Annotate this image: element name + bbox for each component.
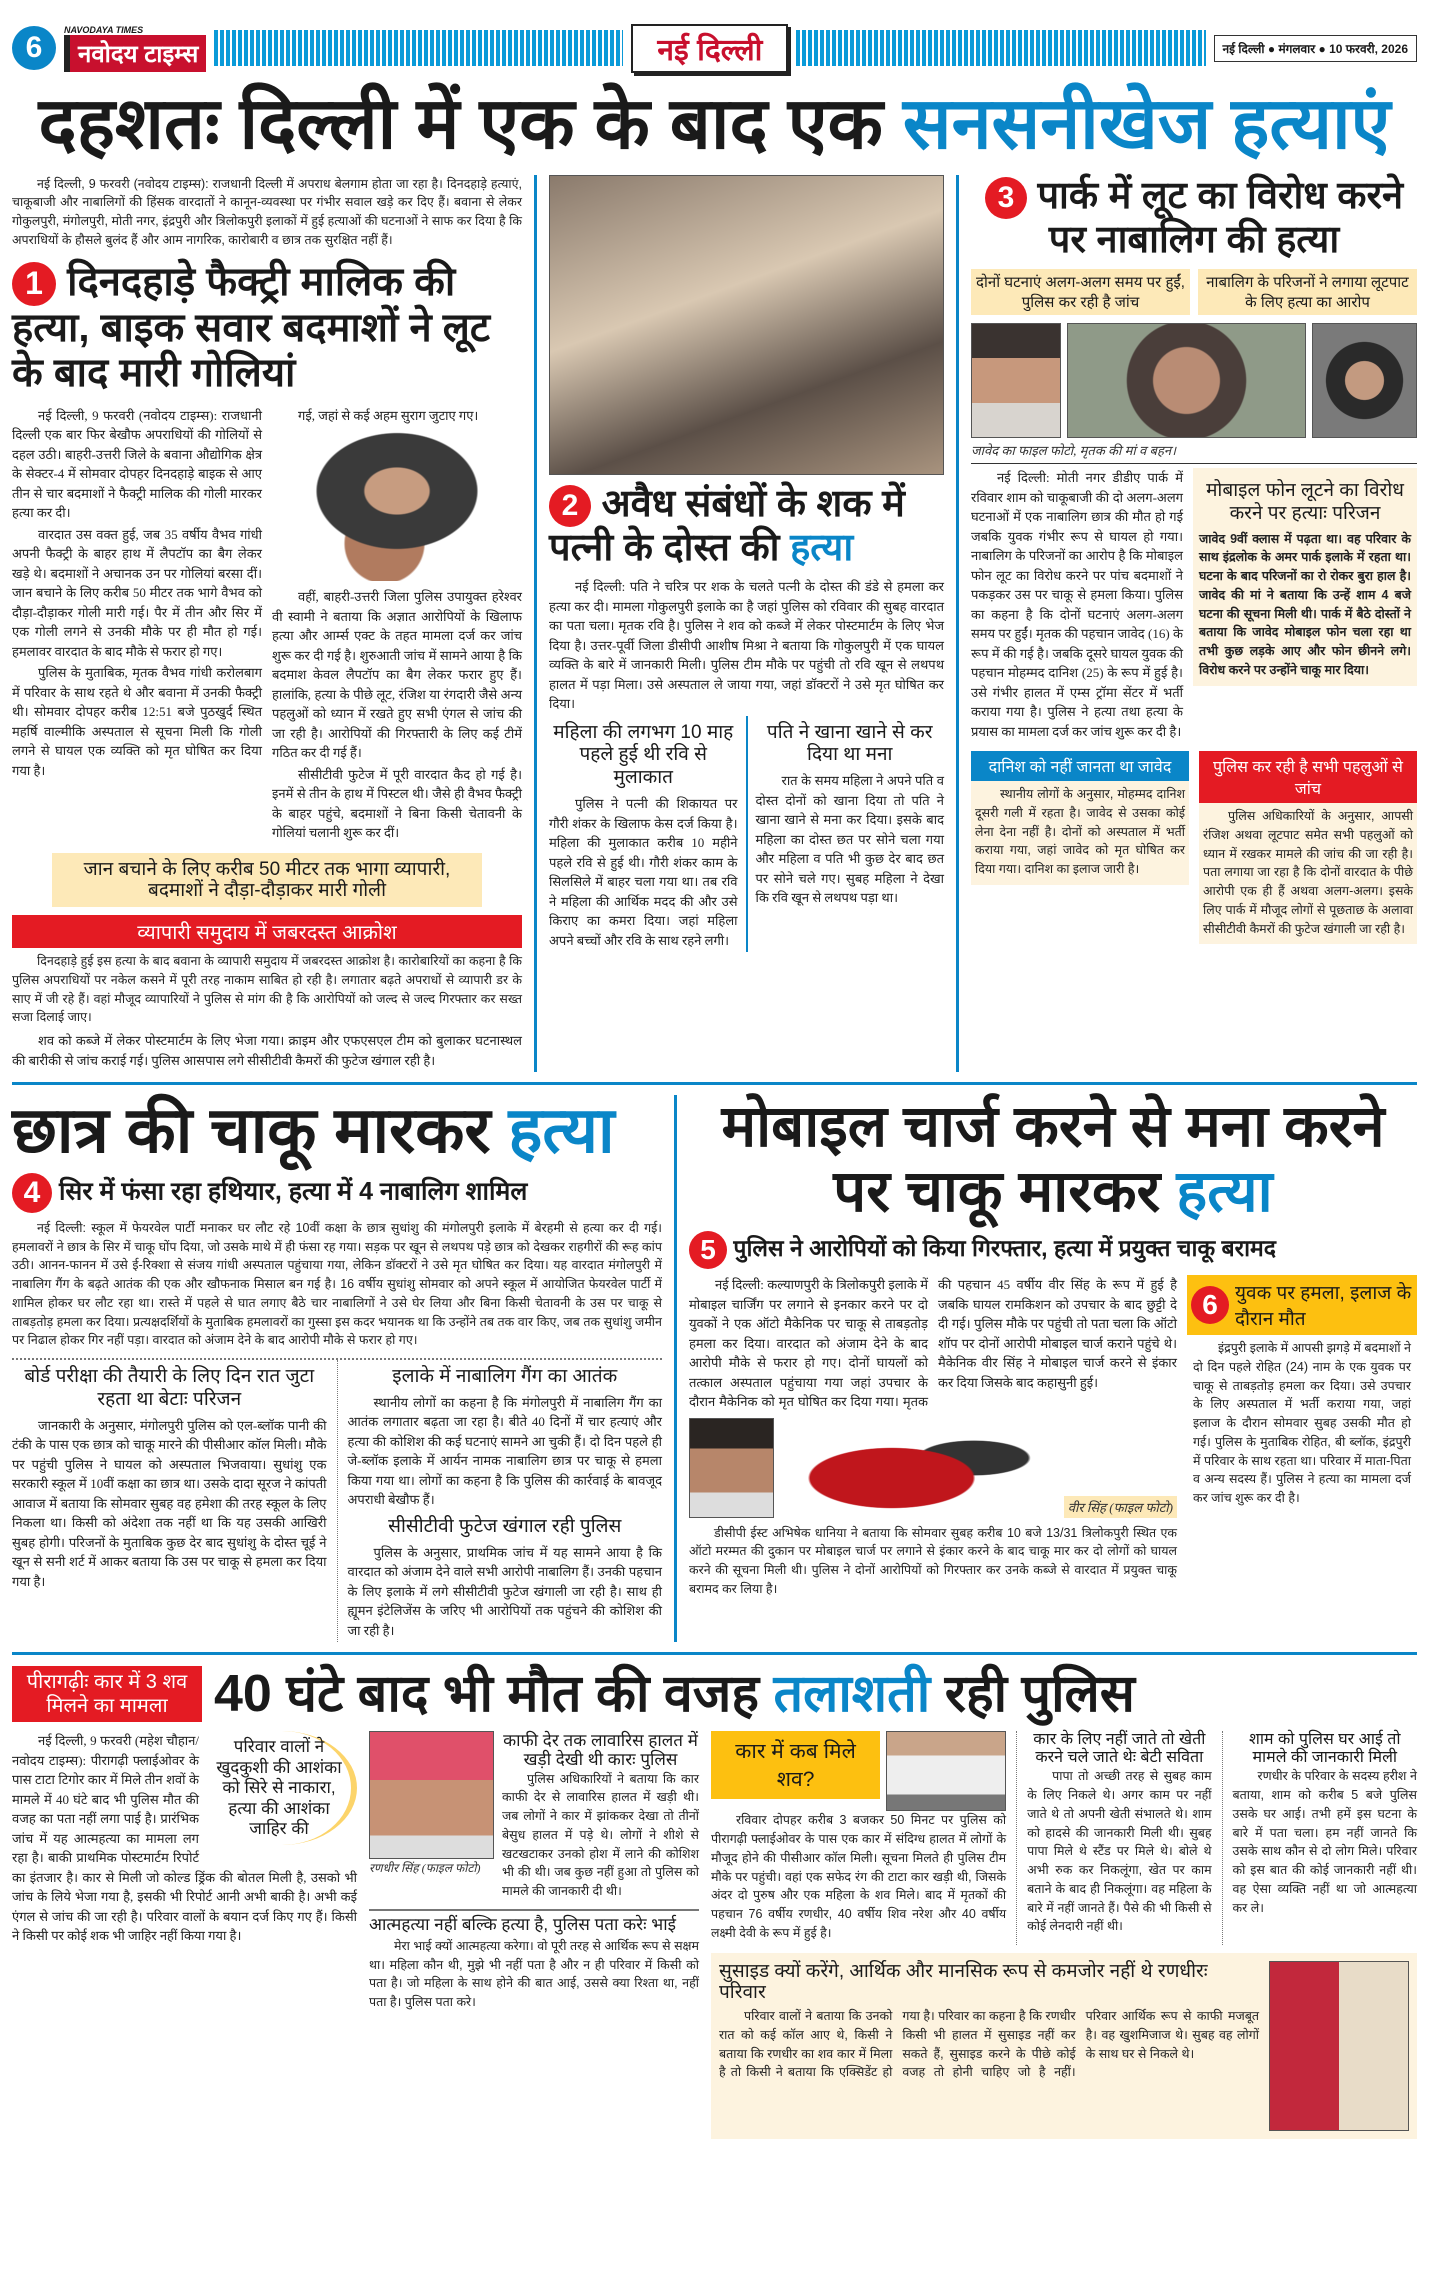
story3-box1-heading: दानिश को नहीं जानता था जावेद bbox=[971, 751, 1189, 781]
lead-headline-black: दहशतः दिल्ली में एक के बाद एक bbox=[38, 84, 883, 164]
story3-tag-1: दोनों घटनाएं अलग-अलग समय पर हुईं, पुलिस कर रही है जांच bbox=[971, 269, 1190, 315]
story5-photo-caption: वीर सिंह (फाइल फोटो) bbox=[1064, 1496, 1177, 1518]
paragraph: स्थानीय लोगों का कहना है कि मंगोलपुरी में नाबालिग गैंग का आतंक लगातार बढ़ता जा रहा है। बीते 40 दिनों में चार हत्याएं और हत्या की कोशिश की कई घटनाएं सामने आ चुकी हैं। दो दिन पहले ही जे-ब्लॉक इलाके में आर्यन नामक नाबालिग छात्र पर चाकू से हमला किया गया था। लोगों का कहना है कि पुलिस की कार्रवाई के बावजूद अपराधी बेखौफ हैं। bbox=[347, 1394, 662, 1508]
story5-box-heading bbox=[1187, 1275, 1417, 1335]
column-rule bbox=[956, 175, 959, 1073]
paragraph: नई दिल्ली: कल्याणपुरी के त्रिलोकपुरी इलाके में मोबाइल चार्जिंग पर लगाने से इनकार करने पर दो युवकों ने एक ऑटो मैकेनिक पर चाकू से ताबड़तोड़ हमला कर दिया। वारदात को अंजाम देने के बाद आरोपी मौके से फरार हो गए। दोनों घायलों को तत्काल अस्पताल पहुंचाया गया जहां उपचार के दौरान मैकेनिक को मृत घोषित कर दिया गया। मृतक की पहचान 45 वर्षीय वीर सिंह के रूप में हुई है जबकि घायल रामकिशन को उपचार के बाद छुट्टी दे दी गई। पुलिस मौके पर पहुंची तो पता चला कि ऑटो शॉप पर दोनों आरोपी मोबाइल चार्ज कराने पहुंचे थे। मैकेनिक वीर सिंह ने मोबाइल चार्ज करने से इंकार कर दिया जिसके बाद कहासुनी हुई। bbox=[689, 1277, 1177, 1410]
paragraph: पापा तो अच्छी तरह से सुबह काम के लिए निकले थे। अगर काम पर नहीं जाते थे तो अपनी खेती संभालते थे। शाम को हादसे की जानकारी मिली थी। सुबह पापा मिले थे स्टैंड पर मिले थे। बोले थे अभी रुक कर निकलूंगा, खेत पर काम बताने के बाद ही निकलूंगा। वह महिला के बारे में नहीं जानते हैं। पैसे की भी किसी से कोई लेनदारी नहीं थी। bbox=[1027, 1769, 1212, 1934]
story4-sub-bc bbox=[348, 1360, 663, 1642]
story2-subhead-1: महिला की लगभग 10 माह पहले हुई थी रवि से मुलाकात bbox=[553, 721, 734, 789]
victim-photo bbox=[971, 323, 1061, 438]
story1-col2 bbox=[272, 406, 522, 845]
story7-label: पीरागढ़ीः कार में 3 शव मिलने का मामला bbox=[12, 1666, 202, 1722]
randhir-photo-caption: रणधीर सिंह (फाइल फोटो) bbox=[369, 1861, 481, 1876]
story5-headline-black: मोबाइल चार्ज करने से मना करने पर चाकू मारकर bbox=[721, 1094, 1385, 1225]
story7-sub5-body bbox=[369, 1937, 699, 2012]
story5-main bbox=[689, 1275, 1177, 1601]
story3-boxes bbox=[971, 751, 1417, 944]
story1-columns bbox=[12, 406, 522, 845]
story5-box bbox=[1187, 1275, 1417, 1514]
dateline: नई दिल्ली ● मंगलवार ● 10 फरवरी, 2026 bbox=[1214, 35, 1418, 62]
story1-headline bbox=[12, 260, 522, 396]
story4-sub-c-body bbox=[348, 1543, 663, 1641]
paragraph: नई दिल्ली: स्कूल में फेयरवेल पार्टी मनाकर घर लौट रहे 10वीं कक्षा के छात्र सुधांशु की मंगोलपुरी इलाके में बेरहमी से हत्या कर दी गई। हमलावरों ने छात्र के सिर में चाकू घोंप दिया, जो उसके माथे में ही फंसा रह गया। सड़क पर खून से लथपथ पड़े छात्र को देखकर राहगीरों की रूह कांप उठी। आनन-फानन में उसे ई-रिक्शा से संजय गांधी अस्पताल पहुंचाया गया, लेकिन डॉक्टरों ने उसे मृत घोषित कर दिया। यह वारदात मंगोलपुरी में नाबालिग गैंग के बढ़ते आतंक की एक और खौफनाक मिसाल बन गई है। 16 वर्षीय सुधांशु सोमवार को अपने स्कूल में आयोजित फेयरवेल पार्टी में शामिल होकर घर लौट रहा था। रास्ते में पहले से घात लगाए बैठे चार नाबालिगों ने उसे घेर लिया और बिना किसी चेतावनी के उस पर चाकू से ताबड़तोड़ हमला कर दिया। प्रत्यक्षदर्शियों के मुताबिक हमलावरों का गुस्सा इस कदर भयानक था कि उन्होंने तब तक वार किए, जब तक सुधांशु जमीन पर निढाल होकर गिर नहीं पड़ा। वारदात को अंजाम देने के बाद आरोपी मौके से फरार हो गए। bbox=[12, 1220, 662, 1348]
story5-box-body bbox=[1187, 1335, 1417, 1514]
story-number-badge: 5 bbox=[689, 1231, 727, 1269]
story7-subhead-3: कार के लिए नहीं जाते तो खेती करने चले जाते थेः बेटी सविता bbox=[1033, 1731, 1206, 1767]
story7-right bbox=[711, 1731, 1417, 2138]
lead-headline-blue: सनसनीखेज हत्याएं bbox=[902, 84, 1391, 164]
story7-sub2-body bbox=[711, 1811, 1006, 1942]
story7-subhead-5: आत्महत्या नहीं बल्कि हत्या है, पुलिस पता करेः भाई bbox=[369, 1909, 699, 1934]
story5 bbox=[689, 1095, 1417, 1600]
story-number-badge: 3 bbox=[985, 177, 1027, 219]
victim-veer-singh-photo bbox=[689, 1418, 774, 1518]
story4-subheadline bbox=[12, 1173, 662, 1213]
lead-intro bbox=[12, 175, 522, 250]
story3-photos bbox=[971, 323, 1417, 438]
paragraph: जानकारी के अनुसार, मंगोलपुरी पुलिस को एल-ब्लॉक पानी की टंकी के पास एक छात्र को चाकू मारने की पीसीआर कॉल मिली। मौके पर पहुंची पुलिस ने घायल को अस्पताल भिजवाया। सुधांशु एक सरकारी स्कूल में 10वीं कक्षा का छात्र था। उसके दादा सूरज ने कांपती आवाज में बताया कि सोमवार सुबह वह हमेशा की तरह स्कूल के लिए निकला था। किसी को अंदेशा तक नहीं था कि यह उसकी आखिरी सुबह होगी। परिजनों के मुताबिक कुछ देर बाद सुधांशु के दोस्त चूई ने खून से सनी शर्ट में आकर बताया कि उस पर चाकू से हमला कर दिया गया है। bbox=[12, 1417, 327, 1589]
story3-box1 bbox=[971, 751, 1189, 885]
family-photo bbox=[1269, 1961, 1409, 2131]
story3-headline bbox=[971, 175, 1417, 262]
paragraph: नई दिल्ली: पति ने चरित्र पर शक के चलते पत्नी के दोस्त की डंडे से हमला कर हत्या कर दी। मामला गोकुलपुरी इलाके का है जहां पुलिस को रविवार की सुबह वारदात का पता चला। मृतक रवि है। पुलिस ने शव को कब्जे में लेकर पोस्टमार्टम के लिए भेज दिया है। उत्तर-पूर्वी जिला डीसीपी आशीष मिश्रा ने बताया कि गोकुलपुरी में एक घायल व्यक्ति के बारे में जानकारी मिली। पुलिस टीम मौके पर पहुंची तो रवि खून से लथपथ हालत में पड़ा मिला। उसे अस्पताल ले जाया गया, जहां डॉक्टरों ने उसे मृत घोषित कर दिया। bbox=[549, 579, 944, 712]
story3-photo-caption: जावेद का फाइल फोटो, मृतक की मां व बहन। bbox=[971, 441, 1417, 464]
story7-sub4 bbox=[1233, 1731, 1417, 1919]
section-divider bbox=[12, 1652, 1417, 1655]
story7-sub2-head-row bbox=[711, 1731, 1006, 1811]
paragraph: मेरा भाई क्यों आत्महत्या करेगा। वो पूरी तरह से आर्थिक रूप से सक्षम था। महिला कौन थी, मुझे भी नहीं पता है और न ही परिवार में किसी को पता है। जो महिला के साथ होने की बात आई, उससे क्या रिश्ता था, नहीं पता है। पुलिस पता करे। bbox=[369, 1938, 699, 2010]
side-box-heading: मोबाइल फोन लूटने का विरोध करने पर हत्याः परिजन bbox=[1206, 480, 1404, 524]
story2-subcolumns bbox=[549, 716, 944, 952]
top-section bbox=[12, 175, 1417, 1073]
paragraph: वहीं, बाहरी-उत्तरी जिला पुलिस उपायुक्त हरेश्वर वी स्वामी ने बताया कि अज्ञात आरोपियों के खिलाफ हत्या और आर्म्स एक्ट के तहत मामला दर्ज कर जांच शुरू कर दी गई है। शुरुआती जांच में सामने आया है कि बदमाश केवल लैपटॉप का बैग लेकर फरार हुए हैं। हालांकि, हत्या के पीछे लूट, रंजिश या रंगदारी जैसे अन्य पहलुओं को ध्यान में रखते हुए सभी एंगल से जांच की जा रही है। आरोपियों की गिरफ्तारी के लिए कई टीमें गठित कर दी गई हैं। bbox=[272, 589, 522, 761]
story7-headline bbox=[214, 1665, 1417, 1723]
page-number: 6 bbox=[12, 26, 56, 70]
story7-mid-top bbox=[369, 1731, 699, 1902]
column-rule bbox=[674, 1095, 677, 1642]
section-divider bbox=[12, 1082, 1417, 1085]
story1-col1 bbox=[12, 406, 262, 783]
story4-sub-a-body bbox=[12, 1416, 327, 1592]
story3-headline-text: पार्क में लूट का विरोध करने पर नाबालिग की हत्या bbox=[1037, 174, 1404, 261]
paragraph: पुलिस अधिकारियों ने बताया कि कार काफी देर से लावारिस हालत में खड़ी थी। जब लोगों ने कार में झांककर देखा तो तीनों बेसुध हालत में पड़े थे। लोगों ने शीशे से खटखटाकर उनको होश में लाने की कोशिश भी की थी। जब कुछ नहीं हुआ तो पुलिस को मामले की जानकारी दी थी। bbox=[502, 1771, 699, 1898]
story7-sub1-body bbox=[502, 1770, 699, 1901]
story-number-badge: 4 bbox=[12, 1173, 52, 1213]
story2-body bbox=[549, 577, 944, 714]
story5-body-2 bbox=[689, 1524, 1177, 1599]
story7-sub4-body bbox=[1233, 1767, 1417, 1917]
story5-photo-row bbox=[689, 1418, 1177, 1518]
story5-headline-blue: हत्या bbox=[1176, 1159, 1273, 1225]
story7-sub2 bbox=[711, 1731, 1006, 1944]
story2-subhead-2: पति ने खाना खाने से कर दिया था मना bbox=[766, 721, 933, 766]
paper-small-name: NAVODAYA TIMES bbox=[64, 24, 144, 35]
story4-subcolumns bbox=[12, 1360, 662, 1642]
story1-pull-quote: जान बचाने के लिए करीब 50 मीटर तक भागा व्यापारी, बदमाशों ने दौड़ा-दौड़ाकर मारी गोली bbox=[52, 853, 482, 908]
story7-sub6 bbox=[719, 1961, 1259, 2083]
story2-sub1 bbox=[549, 716, 738, 952]
story4-subhead-c: सीसीटीवी फुटेज खंगाल रही पुलिस bbox=[388, 1515, 622, 1537]
paragraph: रणधीर के परिवार के सदस्य हरीश ने बताया, शाम को करीब 5 बजे पुलिस उसके घर आई। तभी हमें इस घटना के बारे में पता चला। हम नहीं जानते कि उसके साथ कौन से दो लोग मिले। परिवार को इस बात की कोई जानकारी नहीं थी। वह ऐसा व्यक्ति नहीं था जो आत्महत्या कर ले। bbox=[1232, 1769, 1417, 1915]
story1 bbox=[12, 175, 522, 1073]
story4-headline bbox=[12, 1095, 662, 1167]
story7-sub6-body bbox=[719, 2007, 1259, 2082]
paragraph: पुलिस के अनुसार, प्राथमिक जांच में यह सामने आया है कि वारदात को अंजाम देने वाले सभी आरोपी नाबालिग हैं। उनकी पहचान के लिए इलाके में लगे सीसीटीवी फुटेज खंगाली जा रही है। साथ ही ह्यूमन इंटेलिजेंस के जरिए भी आरोपियों तक पहुंचने की कोशिश की जा रही है। bbox=[347, 1544, 662, 1638]
story5-columns bbox=[689, 1275, 1417, 1601]
story3 bbox=[971, 175, 1417, 945]
story7-quote: परिवार वालों ने खुदकुशी की आशंका को सिरे से नाकारा, हत्या की आशंका जाहिर की bbox=[207, 1731, 357, 1845]
paragraph: पुलिस के मुताबिक, मृतक वैभव गांधी करोलबाग में परिवार के साथ रहते थे और बवाना में उनकी फैक्ट्री थी। सोमवार दोपहर करीब 12:51 बजे पुठखुर्द स्थित महर्षि वाल्मीकि अस्पताल से सूचना मिली कि गोली लगने से घायल एक व्यक्ति को मृत घोषित कर दिया गया है। bbox=[12, 665, 262, 778]
story4-headline-blue: हत्या bbox=[508, 1094, 615, 1167]
story7-columns bbox=[12, 1731, 1417, 2138]
box-heading-text: युवक पर हमला, इलाज के दौरान मौत bbox=[1235, 1283, 1412, 1331]
paragraph: इंद्रपुरी इलाके में आपसी झगड़े में बदमाशों ने दो दिन पहले रोहित (24) नाम के एक युवक पर चाकू से ताबड़तोड़ हमला कर दिया। उसे उपचार के लिए अस्पताल में भर्ती कराया गया, जहां इलाज के दौरान सोमवार सुबह उसकी मौत हो गई। पुलिस के मुताबिक रोहित, बी ब्लॉक, इंद्रपुरी में परिवार के साथ रहता था। परिवार में माता-पिता व अन्य सदस्य हैं। पुलिस ने हत्या का मामला दर्ज कर जांच शुरू कर दी है। bbox=[1193, 1341, 1411, 1506]
column-rule bbox=[1222, 1731, 1223, 1944]
story7-subhead-6: सुसाइड क्यों करेंगे, आर्थिक और मानसिक रूप से कमजोर नहीं थे रणधीरः परिवार bbox=[719, 1960, 1208, 2003]
paragraph: रात के समय महिला ने अपने पति व दोस्त दोनों को खाना दिया तो पति ने खाना खाने से मना कर दिया। इसके बाद महिला का दोस्त छत पर सोने चला गया और महिला व पति भी कुछ देर बाद छत पर सोने चले गए। सुबह महिला ने देखा कि रवि खून से लथपथ पड़ा था। bbox=[755, 773, 944, 906]
story1-banner-body bbox=[12, 952, 522, 1027]
paragraph: नई दिल्ली, 9 फरवरी (नवोदय टाइम्स): राजधानी दिल्ली एक बार फिर बेखौफ अपराधियों की गोलियों से दहल उठी। बाहरी-उत्तरी जिले के बवाना औद्योगिक क्षेत्र के सेक्टर-4 में सोमवार दोपहर दिनदहाड़े बाइक से आए तीन से चार बदमाशों ने फैक्ट्री मालिक की गोली मारकर हत्या कर दी। bbox=[12, 407, 262, 521]
paragraph: पुलिस अधिकारियों के अनुसार, आपसी रंजिश अथवा लूटपाट समेत सभी पहलुओं को ध्यान में रखकर मामले की जांच की जा रही है। पता लगाया जा रहा है कि दोनों वारदात के पीछे आरोपी एक ही हैं अथवा अलग-अलग। इसके लिए पार्क में मौजूद लोगों से पूछताछ के अलावा सीसीटीवी कैमरों की फुटेज खंगाली जा रही है। bbox=[1203, 809, 1413, 936]
blood-illustration bbox=[782, 1418, 1056, 1518]
paragraph: डीसीपी ईस्ट अभिषेक धानिया ने बताया कि सोमवार सुबह करीब 10 बजे 13/31 त्रिलोकपुरी स्थित एक ऑटो मरम्मत की दुकान पर मोबाइल चार्ज पर लगाने से इंकार करने के बाद चाकू मार कर दो लोगों को घायल करने की सूचना मिली थी। पुलिस ने दोनों आरोपियों को गिरफ्तार कर उनके कब्जे से वारदात में प्रयुक्त चाकू बरामद कर लिया है। bbox=[689, 1525, 1177, 1596]
story3-box2-heading: पुलिस कर रही है सभी पहलुओं से जांच bbox=[1199, 751, 1417, 803]
story3-body bbox=[971, 468, 1183, 743]
story7-sub6-box bbox=[711, 1953, 1417, 2139]
crime-scene-photo bbox=[549, 175, 944, 475]
story2 bbox=[549, 175, 944, 952]
story7-subhead-2: कार में कब मिले शव? bbox=[711, 1731, 880, 1799]
story7-header bbox=[12, 1665, 1417, 1723]
section-label: नई दिल्ली bbox=[631, 24, 788, 73]
story3-tag-2: नाबालिग के परिजनों ने लगाया लूटपाट के लिए हत्या का आरोप bbox=[1198, 269, 1417, 315]
story4-sub-b-body bbox=[348, 1393, 663, 1510]
header-stripe-bar bbox=[214, 30, 623, 66]
story4-body bbox=[12, 1219, 662, 1360]
story4-subhead-a: बोर्ड परीक्षा की तैयारी के लिए दिन रात जुटा रहता था बेटाः परिजन bbox=[24, 1366, 315, 1410]
paragraph: पुलिस ने पत्नी की शिकायत पर गौरी शंकर के खिलाफ केस दर्ज किया है। महिला की मुलाकात करीब 10 महीने पहले रवि से हुई थी। गौरी शंकर काम के सिलसिले में बाहर चला गया था। तब रवि ने महिला की आर्थिक मदद की और उसे किराए का कमरा दिया। जहां महिला अपने बच्चों और रवि के साथ रहने लगी। bbox=[549, 796, 738, 948]
story7-headline-black: रही पुलिस bbox=[944, 1665, 1135, 1724]
lead-intro-text: नई दिल्ली, 9 फरवरी (नवोदय टाइम्स): राजधानी दिल्ली में अपराध बेलगाम होता जा रहा है। दिनदहाड़े हत्याएं, चाकूबाजी और नाबालिगों की हिंसक वारदातों ने कानून-व्यवस्था पर गंभीर सवाल खड़े कर दिए हैं। बवाना से लेकर गोकुलपुरी, मंगोलपुरी, मोती नगर, इंद्रपुरी और त्रिलोकपुरी इलाकों में हुई हत्याओं की घटनाओं ने साफ कर दिया है कि अपराधियों के हौसले बुलंद हैं और आम नागरिक, कारोबारी व छात्र तक सुरक्षित नहीं हैं। bbox=[12, 176, 522, 247]
paragraph: दिनदहाड़े हुई इस हत्या के बाद बवाना के व्यापारी समुदाय में जबरदस्त आक्रोश है। कारोबारियों का कहना है कि पुलिस अपराधियों पर नकेल कसने में पूरी तरह नाकाम साबित हो रही है। लगातार बढ़ते अपराधों से व्यापारी डर के साए में जी रहे हैं। वहां मौजूद व्यापारियों ने पुलिस से मांग की है कि आरोपियों को जल्द से जल्द गिरफ्तार कर सख्त सजा दिलाई जाए। bbox=[12, 954, 522, 1025]
paragraph: शव को कब्जे में लेकर पोस्टमार्टम के लिए भेजा गया। क्राइम और एफएसएल टीम को बुलाकर घटनास्थल की बारीकी से जांच कराई गई। पुलिस आसपास लगे सीसीटीवी कैमरों की फुटेज खंगाल रही है। bbox=[12, 1033, 522, 1068]
story-number-badge: 2 bbox=[549, 485, 591, 527]
story2-sub1-body bbox=[549, 794, 738, 950]
story4-headline-black: छात्र की चाकू मारकर bbox=[12, 1094, 491, 1167]
mother-photo bbox=[1067, 323, 1306, 438]
story4-subhead-b: इलाके में नाबालिग गैंग का आतंक bbox=[392, 1366, 618, 1388]
story2-headline-black: अवैध संबंधों के शक में पत्नी के दोस्त की bbox=[549, 482, 905, 569]
paragraph: नई दिल्ली: मोती नगर डीडीए पार्क में रविवार शाम को चाकूबाजी की दो अलग-अलग घटनाओं में एक नाबालिग छात्र की मौत हो गई जबकि युवक गंभीर रूप से घायल हो गया। नाबालिग के परिजनों का आरोप है कि मोबाइल फोन लूट का विरोध करने पर पांच बदमाशों ने पकड़कर उस पर चाकू से हमला किया। पुलिस का कहना है कि दोनों घटनाएं अलग-अलग समय पर हुईं। मृतक की पहचान जावेद (16) के रूप में की गई है। जबकि दूसरे घायल युवक की पहचान मोहम्मद दानिश (25) के रूप में हुई है। उसे गंभीर हालत में एम्स ट्रॉमा सेंटर में भर्ती कराया गया है। पुलिस ने हत्या तथा हत्या के प्रयास का मामला दर्ज कर जांच शुरू कर दी है। bbox=[971, 470, 1183, 739]
middle-section bbox=[12, 1095, 1417, 1642]
story4-sub-a bbox=[12, 1360, 327, 1593]
randhir-photo-block bbox=[369, 1731, 494, 1876]
story1-banner: व्यापारी समुदाय में जबरदस्त आक्रोश bbox=[12, 915, 522, 948]
randhir-singh-photo bbox=[369, 1731, 494, 1859]
paragraph: सीसीटीवी फुटेज में पूरी वारदात कैद हो गई है। इनमें से तीन के हाथ में पिस्टल थी। जैसे ही वैभव फैक्ट्री के बाहर पहुंचे, बदमाशों ने बिना किसी चेतावनी के गोलियां चलानी शुरू कर दीं। bbox=[272, 766, 522, 841]
column-rule bbox=[337, 1360, 338, 1642]
story3-side-box bbox=[1193, 468, 1417, 686]
paragraph: गई, जहां से कई अहम सुराग जुटाए गए। bbox=[298, 407, 479, 423]
story7-sub3 bbox=[1027, 1731, 1211, 1938]
lead-headline bbox=[12, 84, 1417, 165]
story-number-badge: 1 bbox=[12, 262, 56, 306]
story7-right-top bbox=[711, 1731, 1417, 1944]
story7-sub3-body bbox=[1027, 1767, 1211, 1936]
story7-mid bbox=[369, 1731, 699, 2013]
paragraph: परिवार वालों ने बताया कि उनको रात को कई कॉल आए थे, किसी ने बताया कि रणधीर का शव कार में मिला है तो किसी ने बताया कि एक्सिडेंट हो गया है। परिवार का कहना है कि रणधीर किसी भी हालत में सुसाइड नहीं कर सकते हैं, सुसाइड करने के पीछे कोई वजह तो होनी चाहिए जो है नहीं। परिवार आर्थिक रूप से काफी मजबूत है। वह खुशमिजाज थे। सुबह वह लोगों के साथ घर से निकले थे। bbox=[719, 2009, 1259, 2080]
story7-subhead-4: शाम को पुलिस घर आई तो मामले की जानकारी मिली bbox=[1248, 1731, 1401, 1767]
column-rule bbox=[746, 716, 748, 952]
masthead bbox=[12, 0, 1417, 78]
car-photo bbox=[886, 1731, 1006, 1811]
story-number-badge: 6 bbox=[1191, 1286, 1229, 1324]
story5-sub-text: पुलिस ने आरोपियों को किया गिरफ्तार, हत्या में प्रयुक्त चाकू बरामद bbox=[733, 1235, 1277, 1262]
story2-sub2 bbox=[756, 716, 945, 910]
gunman-photo bbox=[272, 431, 522, 581]
logo-block bbox=[64, 25, 206, 72]
story7-left bbox=[12, 1731, 357, 1948]
story3-box1-body bbox=[971, 781, 1189, 885]
sister-photo bbox=[1312, 323, 1417, 438]
paragraph: वारदात उस वक्त हुई, जब 35 वर्षीय वैभव गांधी अपनी फैक्ट्री के बाहर हाथ में लैपटॉप का बैग लेकर खड़े थे। बदमाशों ने अचानक उन पर गोलियां बरसा दीं। जान बचाने के लिए करीब 50 मीटर तक भागे वैभव को दौड़ा-दौड़ाकर गोली मारी गई। पैर में तीन और सिर में एक गोली लगने से उनकी मौके पर ही मौत हो गई। हमलावर वारदात के बाद मौके से फरार हो गए। bbox=[12, 526, 262, 659]
column-rule bbox=[1016, 1731, 1017, 1944]
story2-sub2-body bbox=[756, 771, 945, 908]
story3-box2 bbox=[1199, 751, 1417, 944]
paper-logo: नवोदय टाइम्स bbox=[64, 35, 206, 72]
story3-main bbox=[971, 468, 1417, 743]
story7-headline-black: 40 घंटे बाद भी मौत की वजह bbox=[214, 1665, 759, 1724]
paragraph: नई दिल्ली, 9 फरवरी (महेश चौहान/ नवोदय टाइम्स): पीरागढ़ी फ्लाईओवर के पास टाटा टिगोर कार में मिले तीन शवों के मामले में 40 घंटे बाद भी पुलिस मौत की वजह का पता नहीं लगा पाई है। प्रारंभिक जांच में यह आत्महत्या का मामला लग रहा है। बाकी प्राथमिक पोस्टमार्टम रिपोर्ट का इंतजार है। कार से मिली जो कोल्ड ड्रिंक की बोतल मिली है, उसको भी जांच के लिये भेजा गया है, इसकी भी रिपोर्ट आनी अभी बाकी है। अभी कई एंगल से जांच की जा रही है। परिवार वालों के बयान दर्ज किए गए हैं। किसी ने किसी पर कोई शक भी जाहिर नहीं किया गया है। bbox=[12, 1733, 357, 1944]
story4-sub-text: सिर में फंसा रहा हथियार, हत्या में 4 नाबालिग शामिल bbox=[58, 1177, 528, 1206]
side-box-body: जावेद 9वीं क्लास में पढ़ता था। वह परिवार के साथ इंद्रलोक के अमर पार्क इलाके में रहता था। घटना के बाद परिजनों का रो रोकर बुरा हाल है। जावेद की मां ने बताया कि उन्हें शाम 4 बजे घटना की सूचना मिली थी। पार्क में बैठे दोस्तों ने बताया कि जावेद मोबाइल फोन चला रहा था तभी कुछ लड़के आए और फोन छीनने लगे। विरोध करने पर उन्होंने चाकू मार दिया। bbox=[1199, 531, 1411, 677]
story7-sub1 bbox=[502, 1731, 699, 1902]
story3-box2-body bbox=[1199, 803, 1417, 944]
story7-headline-blue: तलाशती bbox=[773, 1665, 931, 1724]
paragraph: रविवार दोपहर करीब 3 बजकर 50 मिनट पर पुलिस को पीरागढ़ी फ्लाईओवर के पास एक कार में संदिग्ध हालत में लोगों के मौजूद होने की पीसीआर कॉल मिली। सूचना मिलते ही पुलिस टीम मौके पर पहुंची। वहां एक सफेद रंग की टाटा कार खड़ी थी, जिसके अंदर दो पुरुष और एक महिला के शव मिले। बाद में मृतकों की पहचान 76 वर्षीय रणधीर, 40 वर्षीय शिव नरेश और 40 वर्षीय लक्ष्मी देवी के रूप में हुई है। bbox=[711, 1813, 1007, 1940]
story2-headline bbox=[549, 483, 944, 570]
column-rule bbox=[534, 175, 537, 1073]
story1-headline-text: दिनदहाड़े फैक्ट्री मालिक की हत्या, बाइक सवार बदमाशों ने लूट के बाद मारी गोलियां bbox=[12, 259, 491, 395]
story5-subheadline bbox=[689, 1231, 1417, 1269]
story5-headline bbox=[689, 1095, 1417, 1225]
paragraph: स्थानीय लोगों के अनुसार, मोहम्मद दानिश दूसरी गली में रहता है। जावेद से उसका कोई लेना देना नहीं है। दोनों को अस्पताल में भर्ती कराया गया, जहां जावेद को मृत घोषित कर दिया गया। दानिश का इलाज जारी है। bbox=[975, 787, 1185, 877]
header-stripe-bar bbox=[796, 30, 1205, 66]
story1-footer bbox=[12, 1031, 522, 1070]
story5-body bbox=[689, 1275, 1177, 1412]
story4 bbox=[12, 1095, 662, 1642]
story3-tags bbox=[971, 269, 1417, 315]
story2-headline-blue: हत्या bbox=[790, 526, 854, 569]
story7-subhead-1: काफी देर तक लावारिस हालत में खड़ी देखी थी कारः पुलिस bbox=[503, 1731, 698, 1770]
